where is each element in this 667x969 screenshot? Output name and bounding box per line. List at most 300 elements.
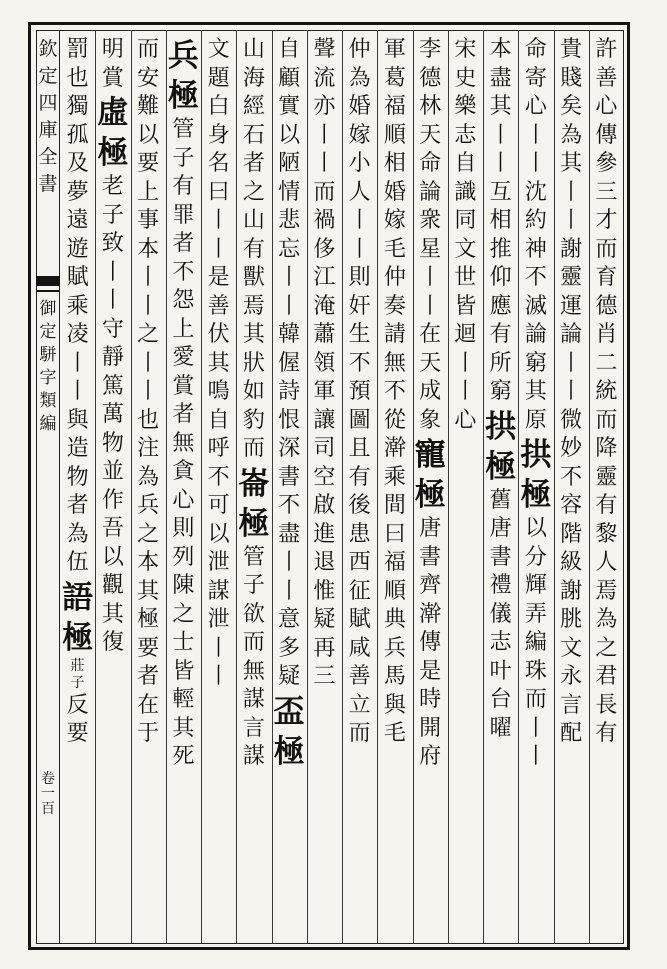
char: 預 [348,379,371,404]
text-column-7 [377,36,412,936]
char: 丨 [560,350,583,376]
char: 婚 [348,94,371,119]
char: 編 [524,630,547,655]
char: 肖 [595,322,618,347]
char: 丨 [207,635,230,661]
char: 其 [242,322,265,347]
char: 罪 [172,202,195,228]
body-text [201,464,236,692]
char: 上 [172,316,195,342]
char: 謀 [242,687,265,712]
headword [60,578,95,658]
char: 無 [242,658,265,684]
char: 輕 [172,687,195,712]
char: 丨 [101,288,124,313]
char: 約 [524,208,547,233]
char: 不 [383,379,406,404]
char: 謝 [560,236,583,262]
char: 為 [137,464,160,490]
char: 皆 [454,293,477,319]
column-rule [589,30,590,944]
char: 生 [348,322,371,347]
char: 征 [348,578,371,604]
char: 丨 [524,744,547,769]
char: 從 [383,407,406,433]
char: 毛 [383,236,406,262]
char: 人 [348,179,371,205]
char: 自 [454,151,477,176]
char: 儀 [489,601,512,627]
body-text [236,36,271,464]
char: 論 [419,179,442,205]
char: 滅 [524,293,547,319]
char: 毛 [383,721,406,746]
side-top-text [38,36,57,198]
char: 其 [172,715,195,741]
char: 傳 [419,630,442,655]
char: 崙 [238,465,270,502]
char: 獨 [66,94,89,119]
char: 丨 [454,350,477,376]
char: 統 [595,379,618,404]
char: 奸 [348,293,371,319]
char: 丨 [66,350,89,376]
column-rule [448,30,449,944]
body-text [166,116,201,772]
char: 丨 [560,379,583,404]
char: 極 [273,733,305,770]
side-char: 全 [38,146,58,168]
body-text [448,36,483,435]
char: 應 [489,293,512,319]
char: 軍 [383,37,406,62]
char: 傳 [595,122,618,148]
char: 退 [313,550,336,575]
char: 禮 [489,573,512,598]
char: 士 [172,630,195,655]
char: 自 [278,37,301,62]
char: 豹 [242,407,265,433]
char: 者 [242,151,265,176]
char: 丨 [207,236,230,262]
char: 者 [137,664,160,689]
char: 言 [560,692,583,718]
char: 善 [595,65,618,91]
char: 之 [137,322,160,347]
char: 有 [348,464,371,490]
char: 分 [524,544,547,570]
char: 于 [137,721,160,746]
char: 之 [242,179,265,205]
char: 其 [207,350,230,376]
side-char: 一 [41,786,55,802]
char: 萬 [101,402,124,427]
char: 與 [66,407,89,433]
char: 論 [524,322,547,347]
char: 貴 [560,37,583,62]
char: 善 [348,664,371,689]
char: 丨 [560,179,583,205]
char: 才 [595,208,618,233]
char: 造 [66,436,89,461]
side-page-text [41,772,55,817]
side-char: 定 [38,65,58,87]
char: 啟 [313,493,336,518]
char: 狀 [242,350,265,376]
char: 賦 [66,265,89,290]
char: 乘 [66,293,89,319]
char: 上 [137,179,160,205]
char: 之 [172,601,195,627]
body-text [272,36,307,692]
char: 澣 [419,601,442,627]
char: 本 [489,37,512,62]
char: 同 [454,208,477,233]
char: 以 [137,122,160,148]
char: 子 [242,573,265,598]
char: 妙 [560,436,583,461]
char: 樂 [454,94,477,119]
char: 丨 [278,293,301,319]
char: 而 [242,630,265,655]
char: 兵 [137,493,160,518]
char: 林 [419,94,442,119]
char: 所 [489,350,512,376]
char: 夢 [66,179,89,205]
char: 為 [560,122,583,148]
char: 罰 [66,37,89,62]
char: 貪 [172,459,195,484]
char: 反 [66,692,89,718]
char: 曰 [383,521,406,547]
char: 象 [419,407,442,433]
body-text [60,36,95,93]
char: 唐 [419,516,442,541]
char: 丨 [419,293,442,319]
char: 無 [383,350,406,376]
char: 有 [489,322,512,347]
char: 心 [172,487,195,513]
char: 心 [595,94,618,119]
char: 篤 [101,373,124,399]
body-text [95,36,130,93]
char: 賞 [101,65,124,91]
char: 賦 [348,607,371,632]
char: 靈 [595,464,618,490]
char: 宋 [454,37,477,62]
char: 海 [242,65,265,91]
char: 謀 [207,578,230,604]
char: 皆 [172,658,195,684]
char: 山 [242,37,265,62]
char: 白 [207,94,230,119]
char: 患 [348,521,371,547]
char: 丨 [278,265,301,290]
char: 守 [101,316,124,342]
char: 有 [242,236,265,262]
char: 深 [278,436,301,461]
char: 丨 [101,259,124,285]
char: 西 [348,550,371,575]
char: 黎 [595,521,618,547]
char: 焉 [595,578,618,604]
char: 以 [207,521,230,547]
char: 相 [383,151,406,176]
char: 論 [560,322,583,347]
small-annotation [60,658,95,692]
char: 偓 [278,350,301,376]
char: 情 [278,179,301,205]
char: 配 [560,721,583,746]
char: 澣 [383,436,406,461]
char: 以 [524,516,547,541]
char: 不 [207,464,230,490]
char: 如 [242,379,265,404]
char: 極 [97,135,129,171]
char: 怨 [172,288,195,313]
char: 神 [524,236,547,262]
char: 要 [137,635,160,661]
char: 為 [595,607,618,632]
fishtail-mark [36,276,60,286]
char: 本 [137,550,160,575]
body-text [413,515,448,772]
text-column-5 [448,36,483,936]
char: 容 [560,493,583,518]
char: 則 [172,516,195,541]
column-rule [236,30,237,944]
side-char: 類 [39,391,57,411]
body-text [483,36,518,407]
char: 命 [524,37,547,62]
side-title-text [40,298,57,436]
text-column-14 [131,36,166,936]
char: 丨 [489,122,512,148]
headword [95,93,130,173]
body-text [201,36,236,464]
char: 本 [137,236,160,262]
char: 三 [595,179,618,205]
char: 丨 [524,122,547,148]
char: 死 [172,744,195,769]
char: 曰 [207,179,230,205]
char: 之 [595,635,618,661]
char: 而 [348,721,371,746]
char: 間 [383,493,406,518]
char: 靈 [560,265,583,290]
char: 身 [207,122,230,148]
char: 天 [419,350,442,376]
char: 之 [137,521,160,547]
char: 馬 [383,664,406,689]
char: 盃 [273,693,305,730]
char: 焉 [242,293,265,319]
char: 順 [383,122,406,148]
body-text [377,36,412,749]
char: 靜 [101,345,124,370]
char: 獸 [242,265,265,290]
char: 極 [485,448,517,485]
char: 微 [560,407,583,433]
char: 運 [560,293,583,319]
body-text [342,36,377,749]
char: 仲 [348,37,371,62]
char: 衆 [419,208,442,233]
char: 安 [137,65,160,91]
char: 其 [137,578,160,604]
char: 婚 [383,179,406,205]
column-rule [131,30,132,944]
headword [272,692,307,772]
char: 仰 [489,265,512,290]
char: 其 [560,151,583,176]
char: 圖 [348,407,371,433]
char: 識 [454,179,477,205]
char: 乘 [383,464,406,490]
char: 請 [383,322,406,347]
char: 淹 [313,293,336,319]
char: 流 [313,65,336,91]
char: 德 [595,293,618,319]
char: 丨 [137,350,160,376]
char: 石 [242,122,265,148]
side-char: 編 [39,414,57,434]
char: 文 [454,236,477,262]
char: 史 [454,65,477,91]
char: 復 [101,630,124,655]
text-column-9 [307,36,342,936]
char: 子 [70,674,85,691]
body-text [60,93,95,578]
char: 文 [207,37,230,62]
char: 虛 [97,95,129,131]
text-column-15 [95,36,130,936]
char: 詩 [278,379,301,404]
char: 而 [313,179,336,205]
body-text [60,692,95,749]
body-text [518,36,553,435]
char: 而 [595,236,618,262]
char: 順 [383,578,406,604]
char: 管 [172,117,195,142]
char: 丨 [348,236,371,262]
char: 叶 [489,658,512,684]
char: 領 [313,350,336,376]
text-column-11 [236,36,271,936]
column-rule [95,30,96,944]
char: 有 [595,493,618,518]
side-char: 字 [39,368,57,388]
char: 極 [137,607,160,632]
char: 而 [137,37,160,62]
char: 福 [383,94,406,119]
char: 舊 [489,487,512,513]
char: 典 [383,607,406,632]
char: 列 [172,544,195,570]
char: 盡 [278,521,301,547]
char: 語 [62,579,94,616]
char: 泄 [207,607,230,632]
char: 遠 [66,208,89,233]
char: 弄 [524,601,547,627]
column-rule [166,30,167,944]
column-rule [554,30,555,944]
char: 侈 [313,236,336,262]
char: 盡 [489,65,512,91]
char: 台 [489,687,512,712]
char: 老 [101,174,124,199]
char: 唐 [489,516,512,541]
char: 孤 [66,122,89,148]
char: 軍 [313,379,336,404]
char: 推 [489,236,512,262]
char: 兵 [383,635,406,661]
body-text [589,36,624,749]
fishtail-line [36,290,60,292]
char: 書 [278,464,301,490]
char: 經 [242,94,265,119]
char: 許 [595,37,618,62]
char: 書 [419,544,442,570]
side-char: 駢 [39,345,57,365]
char: 拱 [520,437,552,473]
char: 無 [172,430,195,456]
char: 三 [313,664,336,689]
char: 也 [137,407,160,433]
char: 善 [207,293,230,319]
char: 謀 [242,744,265,769]
char: 極 [414,477,446,513]
char: 而 [524,687,547,712]
char: 極 [62,619,94,656]
char: 長 [595,692,618,718]
char: 進 [313,521,336,547]
char: 觀 [101,573,124,598]
char: 欲 [242,601,265,627]
char: 者 [172,231,195,256]
margin-speckle [638,70,658,130]
char: 葛 [383,65,406,91]
text-column-13 [166,36,201,936]
headword [483,407,518,487]
char: 是 [207,265,230,290]
char: 輝 [524,573,547,598]
char: 自 [207,407,230,433]
char: 以 [278,122,301,148]
char: 恨 [278,407,301,433]
text-column-10 [272,36,307,936]
char: 要 [66,721,89,746]
char: 沈 [524,179,547,205]
char: 星 [419,236,442,262]
char: 丨 [560,208,583,233]
headword [166,36,201,116]
text-column-3 [518,36,553,936]
char: 嫁 [383,208,406,233]
char: 福 [383,550,406,575]
char: 管 [242,544,265,570]
char: 極 [520,477,552,513]
char: 事 [137,208,160,233]
side-char: 書 [38,173,58,195]
char: 永 [560,664,583,689]
char: 且 [348,436,371,461]
char: 再 [313,635,336,661]
char: 寵 [414,437,446,473]
char: 難 [137,94,160,119]
headword [236,464,271,544]
char: 丨 [137,265,160,290]
